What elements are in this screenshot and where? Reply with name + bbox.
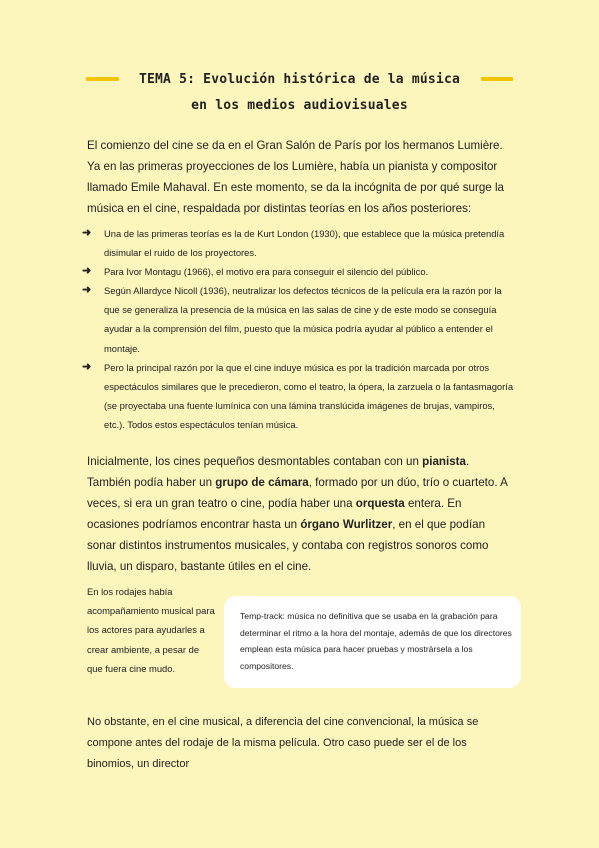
intro-paragraph: El comienzo del cine se da en el Gran Salón de París por los hermanos Lumière. Ya en las primeras proyecciones de los Lumière, había un pianista y compositor llamado Emile Mahaval. En este momento, se da la incógnita de por qué surge la música en el cine, respaldada por distintas teorías en los años posteriores: — [87, 139, 504, 215]
term-pianista: pianista — [422, 455, 466, 468]
theory-text: Para Ivor Montagu (1966), el motivo era para conseguir el silencio del público. — [104, 266, 429, 278]
theories-list — [82, 224, 516, 434]
list-item — [82, 262, 516, 281]
theory-text: Pero la principal razón por la que el cine induye música es por la tradición marcada por otros espectáculos similares que le precedieron, como el teatro, la ópera, la zarzuela o la fantasmagoría (se proyectaba una fuente lumínica con una lámina translúcida imágenes de brujas, vampiros, etc.). Todos estos espectáculos tenían música. — [104, 361, 514, 430]
arrow-right-icon: ➜ — [82, 265, 92, 278]
cinemas-text-2: . También podía haber un — [87, 455, 470, 489]
list-item — [82, 358, 516, 434]
callout-text: Temp-track: música no definitiva que se usaba en la grabación para determinar el ritmo a la hora del montaje, además de que los directores emplean esta música para hacer pruebas y mostrársela a los compositores. — [240, 611, 512, 671]
term-orquesta: orquesta — [355, 497, 405, 510]
cinemas-text-1: Inicialmente, los cines pequeños desmontables contaban con un — [87, 455, 423, 468]
arrow-right-icon: ➜ — [82, 227, 92, 239]
closing-paragraph: No obstante, en el cine musical, a diferencia del cine convencional, la música se compone antes del rodaje de la misma película. Otro caso puede ser el de los binomios, un director — [87, 716, 479, 770]
arrow-right-icon: ➜ — [82, 284, 92, 297]
cinemas-text-4: entera. En ocasiones podríamos encontrar hasta un — [87, 497, 462, 531]
arrow-right-icon: ➜ — [82, 360, 92, 373]
side-note: En los rodajes había acompañamiento musical para los actores para ayudarles a crear ambiente, a pesar de que fuera cine mudo. — [87, 586, 215, 674]
temp-track-callout — [224, 596, 521, 688]
page-title-line-1: TEMA 5: Evolución histórica de la música — [138, 72, 461, 87]
theory-text: Según Allardyce Nicoll (1936), neutralizar los defectos técnicos de la película era la razón por la que se generaliza la presencia de la música en las salas de cine y de este modo se conseguía ayudar a la comprensión del film, puesto que la música podría ayudar al público a entender el montaje. — [104, 285, 502, 354]
list-item — [82, 281, 516, 357]
term-organo-wurlitzer: órgano Wurlitzer — [300, 518, 393, 531]
page-title-line-2: en los medios audiovisuales — [191, 98, 408, 113]
list-item — [82, 224, 516, 262]
term-grupo-de-camara: grupo de cámara — [215, 476, 309, 489]
cinemas-text-5: , en el que podían sonar distintos instrumentos musicales, y contaba con registros sonoros como lluvia, un disparo, bastante útiles en el cine. — [87, 518, 489, 573]
cinemas-text-3: , formado por un dúo, trío o cuarteto. A veces, si era un gran teatro o cine, podía haber una — [87, 476, 508, 510]
cinemas-paragraph — [87, 451, 511, 577]
theory-text: Una de las primeras teorías es la de Kurt London (1930), que establece que la música pretendía disimular el ruido de los proyectores. — [104, 228, 505, 259]
